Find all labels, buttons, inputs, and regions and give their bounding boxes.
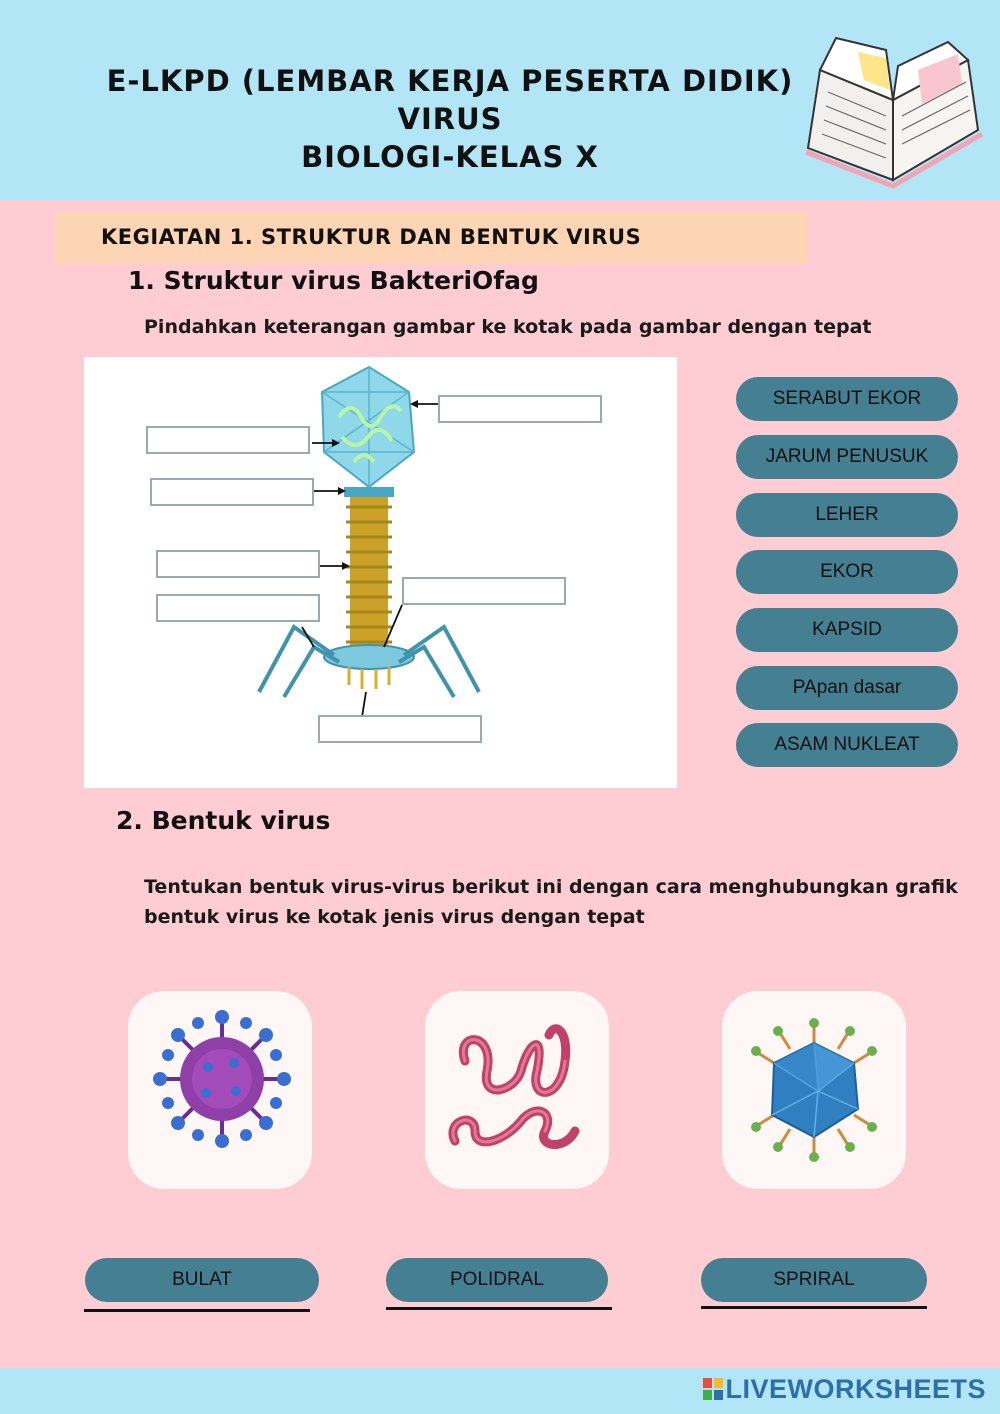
label-chip-jarum-penusuk[interactable]: JARUM PENUSUK: [736, 435, 958, 479]
type-pill-bulat[interactable]: BULAT: [85, 1258, 319, 1302]
type-pill-spriral[interactable]: SPRIRAL: [701, 1258, 927, 1302]
header: [0, 0, 1000, 200]
virus-card-1[interactable]: [128, 991, 312, 1189]
drop-box-7[interactable]: [318, 715, 482, 743]
title-line-2: VIRUS: [397, 102, 503, 136]
section2-title: 2. Bentuk virus: [116, 806, 331, 835]
label-chip-ekor[interactable]: EKOR: [736, 550, 958, 594]
virus-card-3[interactable]: [722, 991, 906, 1189]
page-title: [60, 62, 840, 176]
section1-title: 1. Struktur virus BakteriOfag: [128, 266, 539, 295]
footer: [0, 1368, 1000, 1414]
answer-line-1: [84, 1309, 310, 1312]
label-chip-papan-dasar[interactable]: PApan dasar: [736, 666, 958, 710]
label-chip-leher[interactable]: LEHER: [736, 493, 958, 537]
open-book-icon: [798, 30, 988, 200]
section2-instruction-line1: Tentukan bentuk virus-virus berikut ini dengan cara menghubungkan grafik: [144, 876, 958, 898]
label-chip-kapsid[interactable]: KAPSID: [736, 608, 958, 652]
footer-brand: LIVEWORKSHEETS: [725, 1374, 986, 1404]
liveworksheets-logo-icon: [703, 1378, 723, 1400]
virus-card-2[interactable]: [425, 991, 609, 1189]
answer-line-3: [701, 1306, 927, 1309]
answer-line-2: [386, 1307, 612, 1310]
title-line-3: BIOLOGI-KELAS X: [301, 140, 599, 174]
activity-title: KEGIATAN 1. STRUKTUR DAN BENTUK VIRUS: [101, 225, 642, 249]
drop-box-3[interactable]: [150, 478, 314, 506]
spiral-virus-icon: [425, 991, 609, 1189]
spherical-virus-icon: [128, 991, 312, 1189]
type-pill-polidral[interactable]: POLIDRAL: [386, 1258, 608, 1302]
title-line-1: E-LKPD (LEMBAR KERJA PESERTA DIDIK): [106, 64, 794, 98]
drop-box-1[interactable]: [438, 395, 602, 423]
drop-box-2[interactable]: [146, 426, 310, 454]
drop-box-4[interactable]: [156, 550, 320, 578]
section1-instruction: Pindahkan keterangan gambar ke kotak pada gambar dengan tepat: [144, 316, 872, 338]
bacteriophage-diagram: [84, 357, 677, 788]
activity-banner: [55, 212, 807, 264]
section2-instruction-line2: bentuk virus ke kotak jenis virus dengan tepat: [144, 906, 645, 928]
label-chip-serabut-ekor[interactable]: SERABUT EKOR: [736, 377, 958, 421]
polyhedral-virus-icon: [722, 991, 906, 1189]
liveworksheets-logo[interactable]: [703, 1374, 986, 1405]
drop-box-5[interactable]: [156, 594, 320, 622]
label-chip-asam-nukleat[interactable]: ASAM NUKLEAT: [736, 723, 958, 767]
drop-box-6[interactable]: [402, 577, 566, 605]
